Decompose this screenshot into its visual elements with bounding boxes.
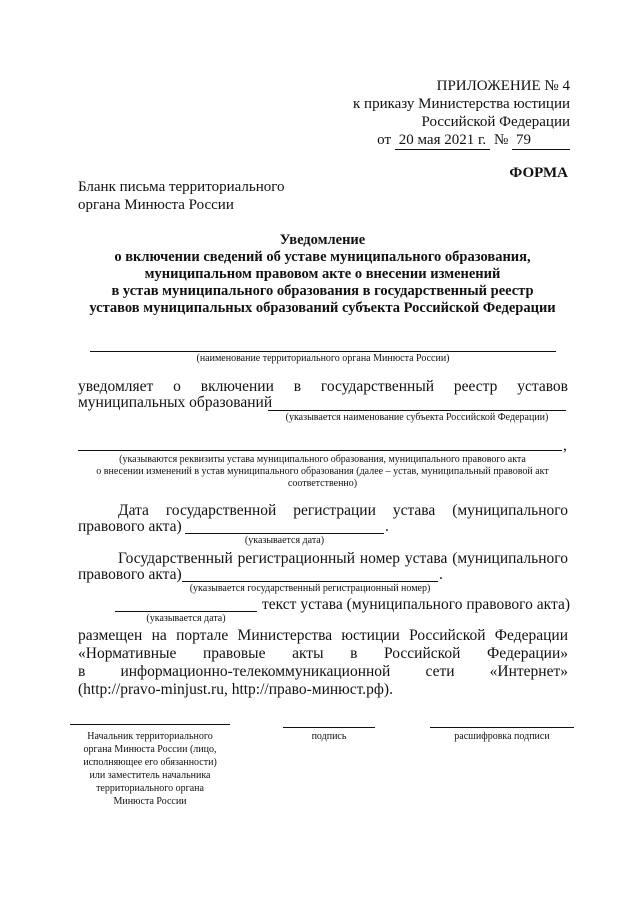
- head-line-2: органа Минюста России (лицо,: [83, 744, 217, 755]
- letterhead-line-2: органа Минюста России: [78, 197, 234, 213]
- details-caption: [70, 454, 575, 490]
- number-label: №: [493, 132, 509, 148]
- portal-line-4: (http://pravo-minjust.ru, http://право-минюст.рф).: [78, 681, 393, 698]
- head-line-5: территориального органа: [96, 783, 204, 794]
- portal-line-1: размещен на портале Министерства юстиции Российской Федерации: [78, 627, 568, 644]
- appendix-title: ПРИЛОЖЕНИЕ № 4: [436, 78, 570, 94]
- title-line-3: муниципальном правовом акте о внесении изменений: [144, 266, 501, 282]
- head-line-4: или заместитель начальника: [89, 770, 211, 781]
- document-title: [60, 232, 585, 317]
- reg-date-line: [185, 533, 384, 534]
- text-tail: текст устава (муниципального правового акта): [262, 596, 570, 613]
- text-date-line: [115, 611, 257, 612]
- details-line: [78, 450, 562, 451]
- reg-num-line-1: Государственный регистрационный номер устава (муниципального: [118, 550, 568, 567]
- reg-num-period: .: [439, 566, 443, 583]
- decode-caption: расшифровка подписи: [454, 731, 550, 742]
- title-line-1: Уведомление: [279, 232, 366, 248]
- head-line-1: Начальник территориального: [87, 731, 213, 742]
- head-position-caption: [70, 730, 230, 808]
- appendix-order-line: к приказу Министерства юстиции: [353, 96, 570, 112]
- details-caption-line-1: (указываются реквизиты устава муниципального образования, муниципального правового акта: [119, 454, 526, 465]
- from-label: от: [377, 132, 392, 148]
- head-line-3: исполняющее его обязанности): [83, 757, 217, 768]
- notify-line-1: уведомляет о включении в государственный реестр уставов: [78, 378, 568, 395]
- notify-line-2: муниципальных образований: [78, 394, 273, 411]
- head-signature-line: [70, 724, 230, 725]
- appendix-federation-line: Российской Федерации: [421, 114, 570, 130]
- reg-date-period: .: [385, 518, 389, 535]
- form-label: ФОРМА: [509, 165, 568, 181]
- sign-caption: подпись: [311, 731, 347, 742]
- order-date: 20 мая 2021 г.: [395, 131, 490, 150]
- reg-date-line-1: Дата государственной регистрации устава (муниципального: [118, 502, 568, 519]
- reg-num-caption: (указывается государственный регистрационный номер): [189, 583, 431, 594]
- appendix-block: [330, 77, 570, 150]
- reg-num-line: [182, 581, 438, 582]
- head-line-6: Минюста России: [113, 796, 187, 807]
- reg-num-line-2: правового акта): [78, 566, 182, 583]
- subject-line: [268, 410, 566, 411]
- sign-line: [283, 727, 375, 728]
- title-line-5: уставов муниципальных образований субъекта Российской Федерации: [89, 300, 556, 316]
- letterhead-block: [78, 178, 285, 214]
- details-caption-line-2: о внесении изменений в устав муниципального образования (далее – устав, муниципальный правовой акт: [96, 466, 549, 477]
- portal-line-3: в информационно-телекоммуникационной сети «Интернет»: [78, 663, 568, 680]
- organ-name-caption: (наименование территориального органа Минюста России): [196, 353, 450, 364]
- subject-caption: (указывается наименование субъекта Российской Федерации): [285, 412, 549, 423]
- reg-date-line-2: правового акта): [78, 518, 182, 535]
- reg-date-caption: (указывается дата): [244, 535, 325, 546]
- text-date-caption: (указывается дата): [146, 613, 226, 624]
- letterhead-line-1: Бланк письма территориального: [78, 179, 285, 195]
- portal-line-2: «Нормативные правовые акты в Российской Федерации»: [78, 645, 568, 662]
- title-line-2: о включении сведений об уставе муниципального образования,: [114, 249, 531, 265]
- details-comma: ,: [563, 437, 567, 454]
- decode-line: [430, 727, 574, 728]
- order-number: 79: [512, 131, 570, 150]
- organ-name-line: [90, 351, 556, 352]
- appendix-date-number-line: [330, 131, 570, 150]
- title-line-4: в устав муниципального образования в государственный реестр: [111, 283, 534, 299]
- details-caption-line-3: соответственно): [287, 478, 358, 489]
